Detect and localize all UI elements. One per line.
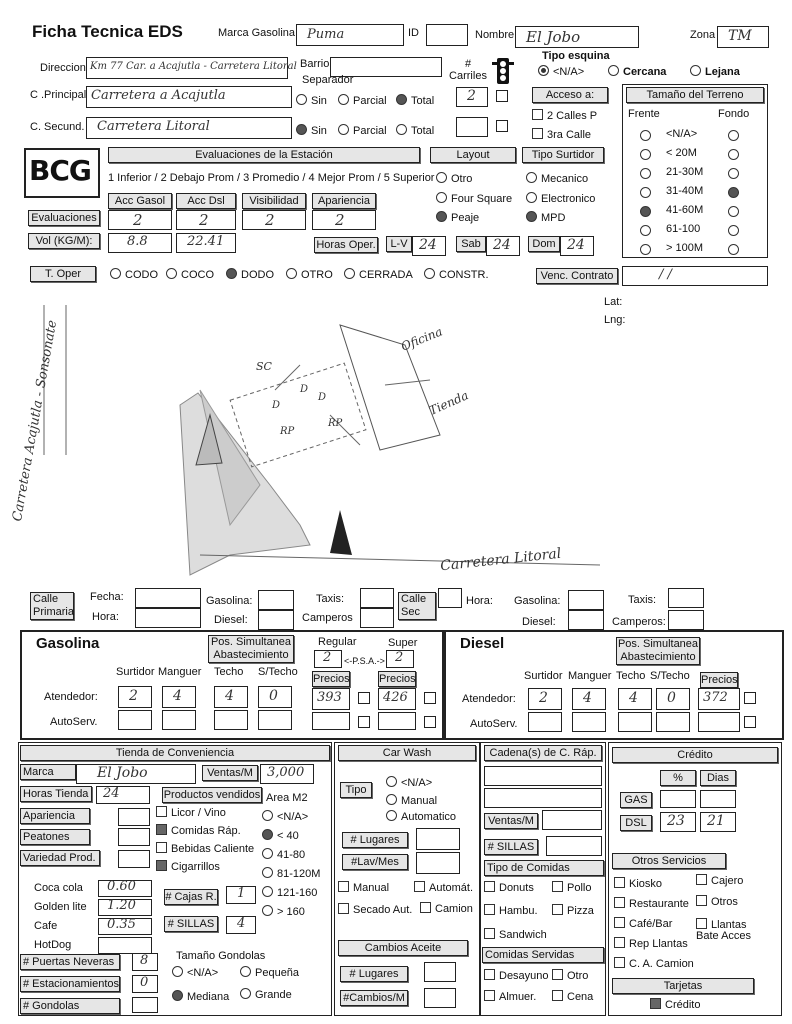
gas-precios-1: Precios <box>313 673 350 685</box>
dsl-atendedor-cell-0[interactable]: 2 <box>528 688 562 710</box>
frente-radio-4[interactable] <box>640 206 651 217</box>
carwash-na-radio[interactable]: <N/A> <box>386 776 432 789</box>
carwash-manual-check[interactable]: Manual <box>338 881 389 894</box>
gondola-na-radio[interactable]: <N/A> <box>172 966 218 979</box>
regular-label: Regular <box>318 636 357 648</box>
dsl-atendedor-cell-2[interactable]: 4 <box>618 688 652 710</box>
principal-parcial-radio[interactable]: Parcial <box>338 94 387 107</box>
area-radio-4[interactable]: 121-160 <box>262 886 317 899</box>
tienda-ventas-field[interactable]: 3,000 <box>260 764 314 784</box>
fondo-radio-4[interactable] <box>728 206 739 217</box>
c-secund-field[interactable]: Carretera Litoral <box>86 117 292 139</box>
peatones-field[interactable] <box>118 828 150 846</box>
fondo-radio-3[interactable] <box>728 187 739 198</box>
contrato-label: Venc. Contrato <box>536 268 618 284</box>
item-price-3[interactable] <box>98 937 152 954</box>
dom-field[interactable]: 24 <box>560 236 594 256</box>
gas-atendedor-cell-3[interactable]: 0 <box>258 686 292 708</box>
diesel-pos-label: Pos. Simultanea Abastecimiento <box>617 638 699 663</box>
id-field[interactable] <box>426 24 468 46</box>
servida-otro-check[interactable]: Otro <box>552 969 588 982</box>
tienda-header: Tienda de Conveniencia <box>20 745 330 761</box>
gas-autoserv-cell-3[interactable] <box>258 710 292 730</box>
cadena-field-2[interactable] <box>484 788 602 808</box>
diesel-count-label: Diesel: <box>214 614 248 626</box>
puertas-field[interactable]: 8 <box>132 953 158 971</box>
carriles-principal-field[interactable]: 2 <box>456 87 488 107</box>
marca-field[interactable]: Puma <box>296 24 404 46</box>
cadena-sillas-label: # SILLAS <box>484 839 538 855</box>
tipo-esquina-label: Tipo esquina <box>542 50 610 62</box>
carwash-tipo-label: Tipo <box>340 782 372 798</box>
horas-tienda-label: Horas Tienda <box>20 786 92 802</box>
dsl-atendedor-cell-1[interactable]: 4 <box>572 688 606 710</box>
credito-dsl-pct[interactable]: 23 <box>660 812 696 832</box>
esquina-lejana-radio[interactable]: Lejana <box>690 65 740 78</box>
frente-radio-6[interactable] <box>640 244 651 255</box>
carwash-camion-check[interactable]: Camion <box>420 902 473 915</box>
taxis-field[interactable] <box>360 588 394 608</box>
gasolina-count-field[interactable] <box>258 590 294 610</box>
pump-d3: D <box>318 392 327 403</box>
psa-super-field[interactable]: 2 <box>386 650 414 668</box>
gas-autoserv-cell-0[interactable] <box>118 710 152 730</box>
servida-almuer-check[interactable]: Almuer. <box>484 990 536 1003</box>
apariencia-label: Apariencia <box>20 808 90 824</box>
col-visibilidad: Visibilidad <box>242 193 306 209</box>
comida-donuts-check[interactable]: Donuts <box>484 881 534 894</box>
carriles-secund-check[interactable] <box>496 120 508 132</box>
credito-dias-label: Dias <box>700 770 736 786</box>
c-secund-label: C. Secund. <box>30 121 85 133</box>
credito-gas-pct[interactable] <box>660 790 696 808</box>
oper-constr-radio[interactable]: CONSTR. <box>424 268 489 281</box>
gas-super-check[interactable] <box>424 692 436 704</box>
triangle-mark-1 <box>330 510 352 555</box>
terreno-option-1: < 20M <box>666 147 697 159</box>
dsl-autoserv-cell-2[interactable] <box>618 712 652 732</box>
carwash-automat-check[interactable]: Automát. <box>414 881 473 894</box>
carriles-label: # Carriles <box>449 58 487 82</box>
credito-gas-label: GAS <box>620 792 652 808</box>
gas-col-surtidor: Surtidor <box>116 666 155 678</box>
otros-servicios-header: Otros Servicios <box>612 853 726 869</box>
item-label-0: Coca cola <box>34 882 83 894</box>
servicio-repllantas-check[interactable]: Rep Llantas <box>614 937 688 950</box>
gasolina-pos-label: Pos. Simultanea Abastecimiento <box>208 635 294 663</box>
dsl-autoserv-cell-1[interactable] <box>572 712 606 732</box>
puertas-label: # Puertas Neveras <box>20 954 120 970</box>
cadena-ventas-label: Ventas/M <box>484 813 538 829</box>
col-acc-gasol: Acc Gasol <box>108 193 172 209</box>
gasolina-sec-field[interactable] <box>568 590 604 610</box>
arrow-1 <box>275 365 300 390</box>
acceso-header: Acceso a: <box>532 87 608 103</box>
gas-autoserv-cell-1[interactable] <box>162 710 196 730</box>
traffic-light-icon <box>490 57 516 90</box>
sab-field[interactable]: 24 <box>486 236 520 256</box>
cambios-mes-label: #Cambios/M <box>340 990 408 1006</box>
frente-radio-0[interactable] <box>640 130 651 141</box>
tienda-ventas-label: Ventas/M <box>202 765 258 781</box>
servicio-otros-check[interactable]: Otros <box>696 895 738 908</box>
gas-atendedor-cell-1[interactable]: 4 <box>162 686 196 708</box>
apariencia-field[interactable] <box>118 808 150 826</box>
product-check-1[interactable]: Comidas Ráp. <box>156 824 241 837</box>
frente-radio-5[interactable] <box>640 225 651 236</box>
oficina-label: Oficina <box>398 324 445 354</box>
id-label: ID <box>408 27 419 39</box>
credito-gas-dias[interactable] <box>700 790 736 808</box>
carriles-principal-check[interactable] <box>496 90 508 102</box>
cajas-field[interactable]: 1 <box>226 886 256 904</box>
dsl-atendedor-cell-3[interactable]: 0 <box>656 688 690 710</box>
secund-total-radio[interactable]: Total <box>396 124 434 137</box>
eval-visibilidad-field[interactable]: 2 <box>242 210 306 230</box>
secund-sin-radio[interactable]: Sin <box>296 124 327 137</box>
pump-rp1: RP <box>328 418 343 429</box>
psa-regular-field[interactable]: 2 <box>314 650 342 668</box>
building-divider <box>385 380 430 385</box>
vol-gasol-field[interactable]: 8.8 <box>108 233 172 253</box>
fondo-radio-2[interactable] <box>728 168 739 179</box>
cadena-header: Cadena(s) de C. Ráp. <box>484 745 602 761</box>
road-left-label: Carretera Acajutla - Sonsonate <box>10 319 61 523</box>
dsl-auto-precio[interactable] <box>698 712 740 732</box>
col-apariencia: Apariencia <box>312 193 376 209</box>
carwash-secado-check[interactable]: Secado Aut. <box>338 903 412 916</box>
cambios-header: Cambios Aceite <box>338 940 468 956</box>
campers-label: Camperos <box>302 612 353 624</box>
carwash-auto-radio[interactable]: Automatico <box>386 810 456 823</box>
dsl-autoserv-cell-3[interactable] <box>656 712 690 732</box>
zona-label: Zona <box>690 29 716 41</box>
credito-header: Crédito <box>612 747 778 763</box>
terreno-option-4: 41-60M <box>666 204 704 216</box>
frente-radio-3[interactable] <box>640 187 651 198</box>
terreno-option-6: > 100M <box>666 242 703 254</box>
eval-acc-gasol-field[interactable]: 2 <box>108 210 172 230</box>
site-sketch <box>0 285 623 585</box>
servicio-camion-check[interactable]: C. A. Camion <box>614 957 694 970</box>
item-label-2: Cafe <box>34 920 58 932</box>
canopy-outline <box>230 363 366 467</box>
terreno-header: Tamaño del Terreno <box>626 87 764 103</box>
gas-col-stecho: S/Techo <box>258 666 298 678</box>
gondolas-label: # Gondolas <box>20 998 120 1014</box>
oper-dodo-radio[interactable]: DODO <box>226 268 274 281</box>
acceso-3ra-check[interactable]: 3ra Calle <box>532 128 591 141</box>
dsl-col-techo: Techo <box>616 670 646 682</box>
principal-sin-radio[interactable]: Sin <box>296 94 327 107</box>
fondo-radio-5[interactable] <box>728 225 739 236</box>
secund-parcial-radio[interactable]: Parcial <box>338 124 387 137</box>
campers-field[interactable] <box>360 608 394 628</box>
gas-regular-check[interactable] <box>358 692 370 704</box>
oper-coco-radio[interactable]: COCO <box>166 268 214 281</box>
lv-label: L-V <box>386 236 412 252</box>
diesel-sec-field[interactable] <box>568 610 604 630</box>
terreno-option-2: 21-30M <box>666 166 704 178</box>
nombre-field[interactable]: El Jobo <box>515 26 639 48</box>
tarjetas-header: Tarjetas <box>612 978 754 994</box>
zona-field[interactable]: TM <box>717 26 769 48</box>
servicio-restaurante-check[interactable]: Restaurante <box>614 897 689 910</box>
gas-col-techo: Techo <box>214 666 244 678</box>
col-acc-dsl: Acc Dsl <box>176 193 236 209</box>
credito-dsl-dias[interactable]: 21 <box>700 812 736 832</box>
dsl-precios: Precios <box>701 674 738 686</box>
terreno-option-3: 31-40M <box>666 185 704 197</box>
area-radio-0[interactable]: <N/A> <box>262 810 308 823</box>
lat-label: Lat: <box>604 296 623 308</box>
gondolas-field[interactable] <box>132 997 158 1013</box>
surtidor-mpd-radio[interactable]: MPD <box>526 211 565 224</box>
gasolina-sec-label: Gasolina: <box>514 595 561 607</box>
campers-sec-field[interactable] <box>668 610 704 630</box>
servicio-cafebar-check[interactable]: Café/Bar <box>614 917 672 930</box>
gondola-grande-radio[interactable]: Grande <box>240 988 292 1001</box>
dsl-col-manguer: Manguer <box>568 670 612 682</box>
c-principal-label: C .Principal <box>30 89 87 101</box>
servicio-llantas-check[interactable]: Llantas Bate Acces <box>696 919 752 942</box>
gas-precio-regular[interactable]: 393 <box>312 688 350 710</box>
dsl-autoserv-label: AutoServ. <box>470 718 518 730</box>
campers-sec-label: Camperos: <box>612 616 666 628</box>
estacionamientos-label: # Estacionamientos <box>20 976 120 992</box>
cajas-label: # Cajas R. <box>165 891 217 903</box>
dsl-precio-check[interactable] <box>744 692 756 704</box>
c-principal-field[interactable]: Carretera a Acajutla <box>86 86 292 108</box>
lv-field[interactable]: 24 <box>412 236 446 256</box>
lng-label: Lng: <box>604 314 626 326</box>
carwash-manual-radio[interactable]: Manual <box>386 794 437 807</box>
gas-atendedor-cell-2[interactable]: 4 <box>214 686 248 708</box>
dom-label: Dom <box>528 236 560 252</box>
comida-sandwich-check[interactable]: Sandwich <box>484 928 547 941</box>
diesel-count-field[interactable] <box>258 610 294 630</box>
taxis-sec-field[interactable] <box>668 588 704 608</box>
servicio-kiosko-check[interactable]: Kiosko <box>614 877 662 890</box>
gas-auto-precio-1[interactable] <box>312 712 350 730</box>
vol-dsl-field[interactable]: 22.41 <box>176 233 236 253</box>
gas-col-manguer: Manguer <box>158 666 202 678</box>
gas-precio-super[interactable]: 426 <box>378 688 416 710</box>
direccion-label: Direccion <box>40 62 86 74</box>
separador-label: Separador <box>302 74 354 86</box>
hora-field[interactable] <box>135 608 201 628</box>
gondola-pequena-radio[interactable]: Pequeña <box>240 966 299 979</box>
fondo-radio-1[interactable] <box>728 149 739 160</box>
evaluaciones-row-label: Evaluaciones <box>28 210 100 226</box>
area-radio-5[interactable]: > 160 <box>262 905 305 918</box>
gas-auto-check-1[interactable] <box>358 716 370 728</box>
area-radio-3[interactable]: 81-120M <box>262 867 320 880</box>
t-oper-label: T. Oper <box>30 266 96 282</box>
dsl-auto-check[interactable] <box>744 716 756 728</box>
cadena-ventas-field[interactable] <box>542 810 602 830</box>
product-check-0[interactable]: Licor / Vino <box>156 806 226 819</box>
gasolina-title: Gasolina <box>36 635 100 652</box>
eval-acc-dsl-field[interactable]: 2 <box>176 210 236 230</box>
servida-cena-check[interactable]: Cena <box>552 990 593 1003</box>
oper-cerrada-radio[interactable]: CERRADA <box>344 268 413 281</box>
carwash-lugares-label: # Lugares <box>342 832 408 848</box>
frente-radio-2[interactable] <box>640 168 651 179</box>
product-check-3[interactable]: Cigarrillos <box>156 860 220 873</box>
gas-auto-precio-2[interactable] <box>378 712 416 730</box>
surtidor-mecanico-radio[interactable]: Mecanico <box>526 172 588 185</box>
dsl-precio[interactable]: 372 <box>698 688 740 710</box>
variedad-label: Variedad Prod. <box>20 850 100 866</box>
carwash-lav-field[interactable] <box>416 852 460 874</box>
form-title: Ficha Tecnica EDS <box>32 22 183 41</box>
gas-atendedor-label: Atendedor: <box>44 691 98 703</box>
psa-label: <-P.S.A.-> <box>344 656 385 666</box>
diesel-title: Diesel <box>460 635 505 652</box>
vol-label: Vol (KG/M): <box>28 233 100 249</box>
marca-label: Marca Gasolina <box>218 27 296 39</box>
surtidor-electronico-radio[interactable]: Electronico <box>526 192 595 205</box>
item-price-0[interactable]: 0.60 <box>98 880 152 897</box>
horas-tienda-field[interactable]: 24 <box>96 786 150 804</box>
cadena-field-1[interactable] <box>484 766 602 786</box>
estacionamientos-field[interactable]: 0 <box>132 975 158 993</box>
tarjeta-credito-check[interactable]: Crédito <box>650 998 700 1011</box>
oper-codo-radio[interactable]: CODO <box>110 268 158 281</box>
carwash-lugares-field[interactable] <box>416 828 460 850</box>
carwash-header: Car Wash <box>338 745 476 761</box>
bcg-logo: BCG <box>24 148 100 198</box>
gondola-mediana-radio[interactable]: Mediana <box>172 990 229 1003</box>
area-radio-2[interactable]: 41-80 <box>262 848 305 861</box>
gas-autoserv-cell-2[interactable] <box>214 710 248 730</box>
cambios-lugares-field[interactable] <box>424 962 456 982</box>
servida-desayuno-check[interactable]: Desayuno <box>484 969 549 982</box>
gas-auto-check-2[interactable] <box>424 716 436 728</box>
eval-apariencia-field[interactable]: 2 <box>312 210 376 230</box>
gasolina-count-label: Gasolina: <box>206 595 253 607</box>
dsl-atendedor-label: Atendedor: <box>462 693 516 705</box>
gas-precios-2: Precios <box>379 673 416 685</box>
gas-autoserv-label: AutoServ. <box>50 716 98 728</box>
contrato-field[interactable]: / / <box>622 266 768 286</box>
barrio-label: Barrio <box>300 58 330 70</box>
calle-primaria-label: Calle Primaria <box>30 592 74 620</box>
nombre-label: Nombre <box>475 29 515 41</box>
sillas-label: # SILLAS <box>164 916 218 932</box>
fecha-field[interactable] <box>135 588 201 608</box>
terreno-option-5: 61-100 <box>666 223 701 235</box>
esquina-na-radio[interactable]: <N/A> <box>538 65 584 78</box>
servidas-header: Comidas Servidas <box>482 947 604 963</box>
comida-pizza-check[interactable]: Pizza <box>552 904 594 917</box>
direccion-field[interactable]: Km 77 Car. a Acajutla - Carretera Litoral <box>86 57 288 79</box>
comida-pollo-check[interactable]: Pollo <box>552 881 591 894</box>
cambios-lugares-label: # Lugares <box>340 966 408 982</box>
tienda-marca-label: Marca <box>20 764 76 780</box>
pump-rp2: RP <box>280 426 295 437</box>
hora-label: Hora: <box>92 611 119 623</box>
road-bottom-label: Carretera Litoral <box>439 545 562 575</box>
diesel-sec-label: Diesel: <box>522 616 556 628</box>
item-price-1[interactable]: 1.20 <box>98 899 152 916</box>
cambios-mes-field[interactable] <box>424 988 456 1008</box>
sillas-field[interactable]: 4 <box>226 916 256 934</box>
peatones-label: Peatones <box>20 829 90 845</box>
fondo-radio-6[interactable] <box>728 244 739 255</box>
carwash-lav-label: #Lav/Mes <box>342 854 408 870</box>
principal-total-radio[interactable]: Total <box>396 94 434 107</box>
surtidor-header: Tipo Surtidor <box>522 147 604 163</box>
product-check-2[interactable]: Bebidas Caliente <box>156 842 254 855</box>
item-label-3: HotDog <box>34 939 72 951</box>
fondo-radio-0[interactable] <box>728 130 739 141</box>
productos-label: Productos vendidos <box>163 789 261 801</box>
area-label: Area M2 <box>266 792 308 804</box>
carriles-secund-field[interactable] <box>456 117 488 137</box>
pump-d2: D <box>300 384 309 395</box>
esquina-cercana-radio[interactable]: Cercana <box>608 65 666 78</box>
variedad-field[interactable] <box>118 850 150 868</box>
tipo-comidas-header: Tipo de Comidas <box>484 860 604 876</box>
layout-foursquare-radio[interactable]: Four Square <box>436 192 512 205</box>
area-radio-1[interactable]: < 40 <box>262 829 299 842</box>
hora-sec-label: Hora: <box>466 595 493 607</box>
credito-dsl-label: DSL <box>620 815 652 831</box>
item-label-1: Golden lite <box>34 901 87 913</box>
evaluaciones-header: Evaluaciones de la Estación <box>108 147 420 163</box>
super-label: Super <box>388 637 418 649</box>
gas-atendedor-cell-0[interactable]: 2 <box>118 686 152 708</box>
credito-pct-label: % <box>660 770 696 786</box>
calle-sec-label: Calle Sec <box>398 592 436 620</box>
layout-peaje-radio[interactable]: Peaje <box>436 211 479 224</box>
tienda-marca-field[interactable]: El Jobo <box>76 764 196 784</box>
oper-otro-radio[interactable]: OTRO <box>286 268 333 281</box>
dsl-col-surtidor: Surtidor <box>524 670 563 682</box>
tienda-label: Tienda <box>426 388 471 418</box>
frente-radio-1[interactable] <box>640 149 651 160</box>
terreno-option-0: <N/A> <box>666 128 698 140</box>
layout-header: Layout <box>430 147 516 163</box>
acceso-2calles-check[interactable]: 2 Calles P <box>532 109 597 122</box>
evaluaciones-scale: 1 Inferior / 2 Debajo Prom / 3 Promedio / 4 Mejor Prom / 5 Superior <box>108 172 435 184</box>
sc-label: SC <box>256 360 272 373</box>
sab-label: Sab <box>456 236 486 252</box>
comida-hambu-check[interactable]: Hambu. <box>484 904 538 917</box>
horas-oper-label: Horas Oper. <box>314 237 378 253</box>
hora-sec-field[interactable] <box>438 588 462 608</box>
taxis-label: Taxis: <box>316 593 345 605</box>
pump-d1: D <box>272 400 281 411</box>
dsl-col-stecho: S/Techo <box>650 670 690 682</box>
cadena-sillas-field[interactable] <box>546 836 602 856</box>
servicio-cajero-check[interactable]: Cajero <box>696 874 743 887</box>
gondolas-size-label: Tamaño Gondolas <box>176 950 266 962</box>
frente-label: Frente <box>628 108 660 120</box>
fecha-label: Fecha: <box>90 591 124 603</box>
item-price-2[interactable]: 0.35 <box>98 918 152 935</box>
taxis-sec-label: Taxis: <box>628 594 657 606</box>
fondo-label: Fondo <box>718 108 750 120</box>
layout-otro-radio[interactable]: Otro <box>436 172 472 185</box>
dsl-autoserv-cell-0[interactable] <box>528 712 562 732</box>
